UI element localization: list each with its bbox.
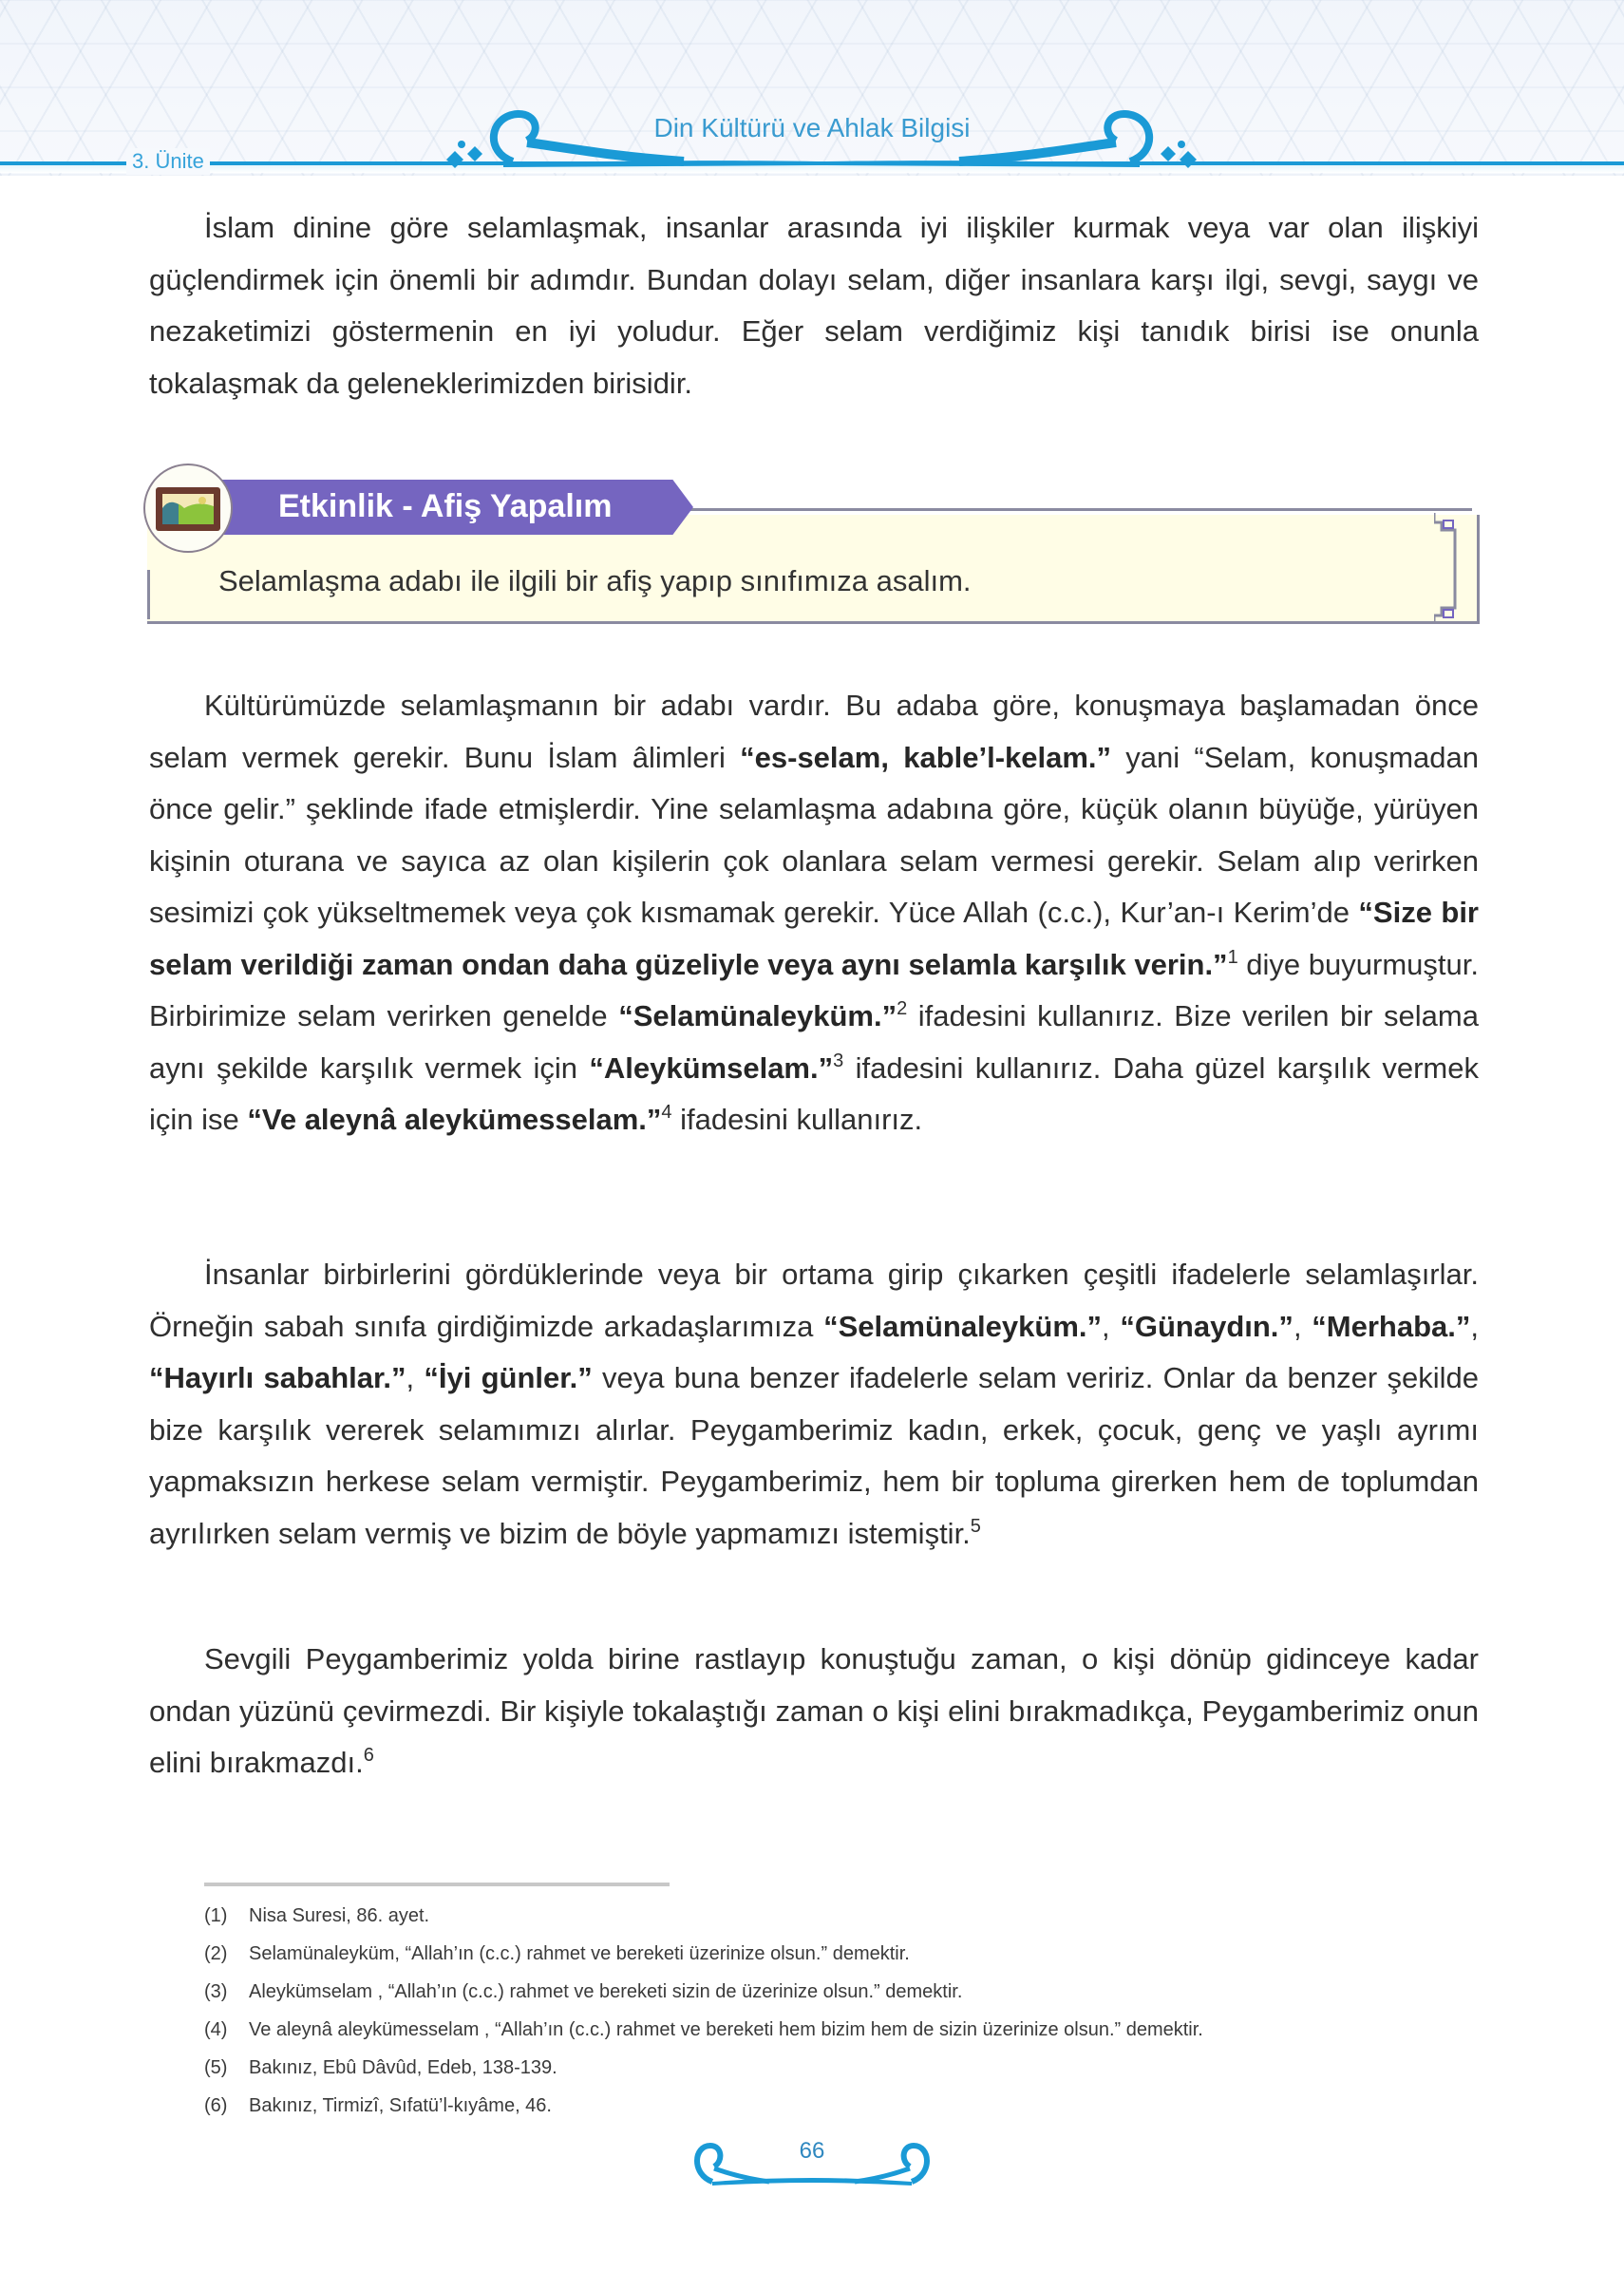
emphasized-quote: “Günaydın.” — [1120, 1309, 1294, 1343]
footnote-text: Bakınız, Ebû Dâvûd, Edeb, 138-139. — [249, 2057, 557, 2078]
footnote-reference: 1 — [1227, 946, 1238, 968]
page-header — [0, 0, 1624, 176]
footnote-text: Aleykümselam , “Allah’ın (c.c.) rahmet ve bereketi sizin de üzerinize olsun.” demektir. — [249, 1981, 963, 2002]
footnote-number: (1) — [204, 1905, 228, 1926]
footnote-rule — [204, 1883, 670, 1886]
page-number: 66 — [799, 2138, 825, 2164]
emphasized-quote: “Selamünaleyküm.” — [823, 1309, 1103, 1343]
paragraph-text: ifadesini kullanırız. Bize verilen bir selama aynı şekilde karşılık vermek için — [149, 999, 1479, 1085]
paragraph-text: , — [406, 1361, 425, 1394]
footnote-text: Bakınız, Tirmizî, Sıfatü’l-kıyâme, 46. — [249, 2095, 552, 2116]
footnote-item — [204, 1897, 1515, 1935]
paragraph-text: İnsanlar birbirlerini gördüklerinde veya bir ortama girip çıkarken çeşitli ifadelerle selamlaşırlar. Örneğin sabah sınıfa girdiğimizde arkadaşlarımıza — [149, 1258, 1479, 1343]
intro-paragraph — [149, 202, 1479, 409]
footnote-reference: 4 — [661, 1102, 672, 1123]
picture-frame-icon — [142, 463, 234, 554]
footnote-text: Nisa Suresi, 86. ayet. — [249, 1905, 430, 1926]
footnote-item — [204, 1935, 1515, 1973]
box-corner-ornament-icon — [1434, 513, 1472, 625]
footnote-reference: 3 — [833, 1050, 844, 1071]
activity-box-border-top — [589, 508, 1472, 511]
emphasized-quote: “Ve aleynâ aleykümesselam.” — [247, 1103, 662, 1136]
footnote-reference: 2 — [897, 998, 908, 1019]
paragraph-text: , — [1102, 1309, 1121, 1343]
paragraph-text: ifadesini kullanırız. — [671, 1103, 923, 1136]
paragraph-greetings — [149, 1249, 1479, 1560]
activity-title: Etkinlik - Afiş Yapalım — [278, 488, 613, 524]
footnote-number: (6) — [204, 2095, 228, 2116]
paragraph-text: , — [1470, 1309, 1480, 1343]
emphasized-quote: “Merhaba.” — [1312, 1309, 1471, 1343]
paragraph-text: yani “Selam, konuşmadan önce gelir.” şeklinde ifade etmişlerdir. Yine selamlaşma adabına göre, küçük olanın büyüğe, yürüyen kişinin oturana ve sayıca az olan kişilerin çok olanlara selam vermesi gerekir. Selam alıp verirken sesimizi çok yükseltmemek veya çok kısmamak gerekir. Yüce Allah (c.c.), Kur’an-ı Kerim’de — [149, 740, 1479, 929]
paragraph-prophet — [149, 1634, 1479, 1789]
footnote-item — [204, 2087, 1515, 2125]
footnote-number: (3) — [204, 1981, 228, 2002]
paragraph-text: veya buna benzer ifadelerle selam veririz. Onlar da benzer şekilde bize karşılık vererek selamımızı alırlar. Peygamberimiz kadın, erkek, çocuk, genç ve yaşlı ayrımı yapmaksızın herkese selam vermiştir. Peygamberimiz, hem bir topluma girerken hem de toplumdan ayrılırken selam vermiş ve bizim de böyle yapmamızı istemiştir. — [149, 1361, 1479, 1550]
footnote-item — [204, 2049, 1515, 2087]
footnote-number: (5) — [204, 2057, 228, 2078]
paragraph-text: , — [1293, 1309, 1312, 1343]
book-title: Din Kültürü ve Ahlak Bilgisi — [653, 113, 971, 142]
footnote-number: (2) — [204, 1943, 228, 1964]
paragraph-text: ifadesini kullanırız. Daha güzel karşılık vermek için ise — [149, 1050, 1479, 1136]
emphasized-quote: “es-selam, kable’l-kelam.” — [740, 740, 1112, 774]
emphasized-quote: “Hayırlı sabahlar.” — [149, 1361, 406, 1394]
footnote-item — [204, 1973, 1515, 2011]
intro-paragraph-text: İslam dinine göre selamlaşmak, insanlar arasında iyi ilişkiler kurmak veya var olan ilişkiyi güçlendirmek için önemli bir adımdır. Bundan dolayı selam, diğer insanlara karşı ilgi, sevgi, saygı ve nezaketimizi göstermenin en iyi yoludur. Eğer selam verdiğimiz kişi tanıdık birisi ise onunla tokalaşmak da geleneklerimizden birisidir. — [149, 211, 1479, 400]
paragraph-adab — [149, 680, 1479, 1146]
emphasized-quote: “Size bir selam verildiği zaman ondan daha güzeliyle veya aynı selamla karşılık verin.” — [149, 896, 1479, 981]
footnote-text: Selamünaleyküm, “Allah’ın (c.c.) rahmet ve bereketi üzerinize olsun.” demektir. — [249, 1943, 910, 1964]
footnote-text: Ve aleynâ aleykümesselam , “Allah’ın (c.c.) rahmet ve bereketi hem bizim hem de sizin üzerinize olsun.” demektir. — [249, 2019, 1203, 2040]
footnote-reference: 6 — [363, 1745, 374, 1766]
paragraph-text: Sevgili Peygamberimiz yolda birine rastlayıp konuştuğu zaman, o kişi dönüp gidinceye kadar ondan yüzünü çevirmezdi. Bir kişiyle tokalaştığı zaman o kişi elini bırakmadıkça, Peygamberimiz onun elini bırakmazdı. — [149, 1642, 1479, 1779]
footnote-number: (4) — [204, 2019, 228, 2040]
activity-text: Selamlaşma adabı ile ilgili bir afiş yapıp sınıfımıza asalım. — [218, 564, 972, 597]
footnote-reference: 5 — [970, 1515, 981, 1537]
footnote-item — [204, 2011, 1515, 2049]
unit-label: 3. Ünite — [126, 148, 210, 175]
paragraph-text: Kültürümüzde selamlaşmanın bir adabı vardır. Bu adaba göre, konuşmaya başlamadan önce selam vermek gerekir. Bunu İslam âlimleri — [149, 689, 1479, 774]
paragraph-text: diye buyurmuştur. Birbirimize selam verirken genelde — [149, 947, 1479, 1032]
activity-box-border-left — [147, 570, 150, 619]
footnotes-list — [204, 1897, 1515, 2125]
emphasized-quote: “İyi günler.” — [424, 1361, 593, 1394]
emphasized-quote: “Aleykümselam.” — [589, 1050, 834, 1085]
emphasized-quote: “Selamünaleyküm.” — [618, 999, 897, 1032]
